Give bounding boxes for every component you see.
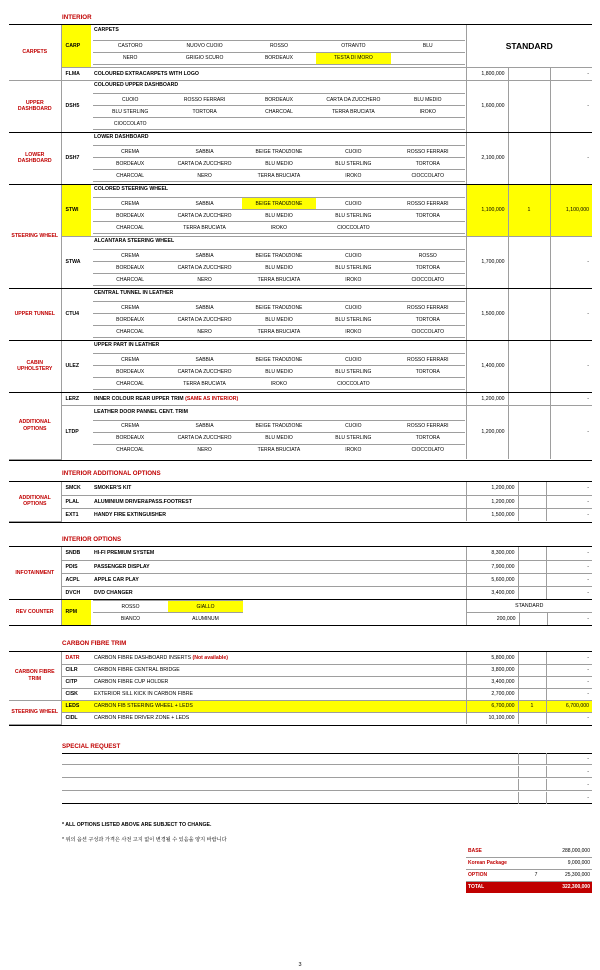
option-cell: BLU MEDIO [242,314,316,326]
code: EXT1 [65,511,79,518]
section-title-interior-additional: INTERIOR ADDITIONAL OPTIONS [62,470,161,477]
option-cell: TORTORA [391,262,465,274]
option-cell: CHARCOAL [93,170,167,182]
option-cell: SABBIA [167,198,241,210]
option-cell: SABBIA [167,354,241,366]
option-cell: CHARCOAL [242,106,316,118]
code: SMCK [61,482,91,495]
price: 3,400,000 [466,676,518,688]
amount: - [546,712,592,724]
qty [508,405,550,459]
page-number: 3 [298,962,302,968]
upper-tunnel-options [93,301,465,338]
group-infotainment: INFOTAINMENT [9,547,61,599]
option-cell: TERRA BRUCIATA [167,222,241,234]
option-cell: IROKO [242,222,316,234]
option-cell: CHARCOAL [93,222,167,234]
total-label: TOTAL [466,881,528,893]
code: PDIS [61,560,91,573]
code: SNDB [61,547,91,560]
option-cell: BORDEAUX [93,366,167,378]
option-cell: TERRA BRUCIATA [242,444,316,456]
option-cell: TORTORA [167,106,241,118]
price: 1,200,000 [466,482,518,495]
item-name: CARBON FIBRE CENTRAL BRIDGE [91,664,466,676]
option-cell: CARTA DA ZUCCHERO [167,314,241,326]
amount: - [550,236,592,288]
item-name: DVD CHANGER [91,586,466,599]
qty: 1 [518,700,546,712]
qty [508,67,550,80]
option-cell: BLU STERLING [316,210,390,222]
option-cell: BLU MEDIO [242,262,316,274]
option-cell: CUOIO [316,354,390,366]
option-cell-selected: GIALLO [168,601,243,613]
option-cell: BEIGE TRADIZIONE [242,146,316,158]
option-cell: CREMA [93,146,167,158]
option-cell: IROKO [316,326,390,338]
price: 3,800,000 [466,664,518,676]
option-cell: TORTORA [391,314,465,326]
code: CISK [61,688,91,700]
total-value: 322,300,000 [544,881,592,893]
heading-stwa: ALCANTARA STEERING WHEEL [94,238,175,244]
option-cell: BORDEAUX [93,432,167,444]
qty [508,132,550,184]
item-name: ALUMINIUM DRIVER&PASS.FOOTREST [91,495,466,508]
option-cell: CARTA DA ZUCCHERO [167,210,241,222]
option-cell: CASTORO [93,40,167,52]
special-line: - [62,779,592,791]
option-cell: OTRANTO [316,40,390,52]
option-cell: GRIGIO SCURO [167,52,241,64]
item-name: CARBON FIB STEERING WHEEL + LEDS [91,700,466,712]
option-cell: IROKO [242,378,316,390]
option-cell: ROSSO [242,40,316,52]
qty [518,664,546,676]
option-cell: IROKO [316,274,390,286]
option-cell: ROSSO FERRARI [391,420,465,432]
option-cell [316,118,390,130]
rev-counter-options [93,600,243,625]
option-cell: BORDEAUX [93,158,167,170]
price: 1,800,000 [466,67,508,80]
option-cell: ROSSO FERRARI [391,302,465,314]
code: DATR [61,652,91,664]
code: DVCH [61,586,91,599]
option-cell: NERO [167,444,241,456]
price: 3,400,000 [466,586,518,599]
code-ltdp: LTDP [65,429,79,436]
amount: - [546,688,592,700]
option-cell: CREMA [93,354,167,366]
amount: - [546,560,592,573]
qty [518,508,546,521]
interior-block [9,24,592,461]
heading-stwi: COLORED STEERING WHEEL [94,186,169,192]
code-rpm: RPM [61,599,91,625]
amount: - [550,392,592,405]
qty: 1 [508,184,550,236]
qty [518,547,546,560]
option-cell: BORDEAUX [242,94,316,106]
option-cell: BORDEAUX [93,210,167,222]
item-name: SMOKER'S KIT [91,482,466,495]
option-cell: CUOIO [316,302,390,314]
price: 1,500,000 [466,508,518,521]
group-interior-additional: ADDITIONAL OPTIONS [9,482,61,521]
option-cell: ALUMINUM [168,613,243,625]
price: 5,600,000 [466,573,518,586]
option-cell: CHARCOAL [93,274,167,286]
price: 1,200,000 [466,405,508,459]
qty [518,495,546,508]
option-cell: BLU MEDIO [242,366,316,378]
amount: - [546,573,592,586]
group-lower-dashboard: LOWER DASHBOARD [9,132,61,184]
code-ctu4: CTU4 [61,288,91,340]
option-value: 25,300,000 [544,869,592,881]
option-cell: TORTORA [391,366,465,378]
section-title-carbon: CARBON FIBRE TRIM [62,640,127,647]
price-summary [466,845,592,893]
option-cell: CIOCCOLATO [391,274,465,286]
option-cell: CHARCOAL [93,444,167,456]
special-line: - [62,792,592,804]
option-cell: TERRA BRUCIATA [242,274,316,286]
amount: - [550,340,592,392]
price: 5,800,000 [466,652,518,664]
amount: - [550,132,592,184]
option-cell: NUOVO CUOIO [167,40,241,52]
qty [518,560,546,573]
base-label: BASE [466,845,528,857]
price: 1,400,000 [466,340,508,392]
option-cell: BLU STERLING [316,262,390,274]
amount: - [547,613,593,625]
amount: - [546,586,592,599]
option-cell: CARTA DA ZUCCHERO [167,366,241,378]
heading-lerz-note: (SAME AS INTERIOR) [185,395,239,402]
option-cell: TORTORA [391,158,465,170]
stwa-options [93,249,465,286]
option-cell: CUOIO [93,94,167,106]
item-name: PASSENGER DISPLAY [91,560,466,573]
group-upper-dashboard: UPPER DASHBOARD [9,80,61,132]
price: 1,700,000 [466,236,508,288]
code: LEDS [61,700,91,712]
code: CILR [61,664,91,676]
option-cell: CIOCCOLATO [391,170,465,182]
option-cell: BORDEAUX [93,262,167,274]
stwi-options [93,197,465,234]
option-cell: ROSSO [391,250,465,262]
code: PLAL [61,495,91,508]
price: 10,100,000 [466,712,518,724]
option-cell: SABBIA [167,420,241,432]
option-cell: CUOIO [316,250,390,262]
item-name: CARBON FIBRE DASHBOARD INSERTS [94,654,192,661]
group-upper-tunnel: UPPER TUNNEL [9,288,61,340]
item-name: HANDY FIRE EXTINGUISHER [94,511,166,518]
item-name: CARBON FIBRE DRIVER ZONE + LEDS [94,715,190,722]
amount: - [546,652,592,664]
option-cell: SABBIA [167,302,241,314]
price: 6,700,000 [466,700,518,712]
option-label: OPTION [466,869,528,881]
amount: - [550,80,592,132]
code-carp: CARP [61,25,91,67]
option-cell: CIOCCOLATO [93,118,167,130]
code-stwa: STWA [61,236,91,288]
heading-carpets: CARPETS [94,26,119,33]
section-title-interior: INTERIOR [62,14,92,21]
option-cell: CREMA [93,250,167,262]
item-name: CARBON FIBRE CUP HOLDER [91,676,466,688]
interior-options-block [9,546,592,626]
code-lerz: LERZ [61,392,91,405]
option-cell: BEIGE TRADIZIONE [242,354,316,366]
korean-package-label: Korean Package [466,857,528,869]
qty [518,482,546,495]
item-name: HI-FI PREMIUM SYSTEM [91,547,466,560]
option-qty: 7 [528,869,544,881]
option-cell: CIOCCOLATO [391,326,465,338]
option-cell: BEIGE TRADIZIONE [242,250,316,262]
group-cabin-upholstery: CABIN UPHOLSTERY [9,340,61,392]
option-cell-selected: BEIGE TRADIZIONE [242,198,316,210]
option-cell: CREMA [93,198,167,210]
code: CIDL [65,715,78,722]
option-cell: TERRA BRUCIATA [242,170,316,182]
group-carbon-fibre-trim: CARBON FIBRE TRIM [9,652,61,700]
option-cell: TORTORA [391,432,465,444]
option-cell: CUOIO [316,198,390,210]
option-cell: BLU MEDIO [242,158,316,170]
option-cell [391,52,465,64]
option-cell: TERRA BRUCIATA [242,326,316,338]
option-cell: BLU MEDIO [391,94,465,106]
heading-lerz: INNER COLOUR REAR UPPER TRIM [94,395,184,402]
code: ACPL [61,573,91,586]
amount: - [546,508,592,521]
price: 1,200,000 [466,392,508,405]
option-cell: CIOCCOLATO [316,378,390,390]
option-cell: CUOIO [316,146,390,158]
upper-dashboard-options [93,93,465,130]
option-cell: ROSSO [93,601,168,613]
code: CITP [61,676,91,688]
option-cell [242,118,316,130]
price: 7,900,000 [466,560,518,573]
option-cell: ROSSO FERRARI [391,354,465,366]
qty [518,712,546,724]
option-cell: NERO [167,326,241,338]
code-stwi: STWI [61,184,91,236]
option-cell: BLU STERLING [316,158,390,170]
option-cell: CREMA [93,420,167,432]
option-cell: ROSSO FERRARI [391,146,465,158]
option-cell: IROKO [316,170,390,182]
option-cell [167,118,241,130]
option-cell: BORDEAUX [93,314,167,326]
qty [508,340,550,392]
heading-cabin-upholstery: UPPER PART IN LEATHER [94,342,160,348]
heading-upper-dashboard: COLOURED UPPER DASHBOARD [94,82,179,88]
option-cell [391,222,465,234]
qty [518,573,546,586]
qty [508,392,550,405]
qty [518,676,546,688]
heading-ltdp: LEATHER DOOR PANNEL CENT. TRIM [94,408,188,415]
option-cell: NERO [167,170,241,182]
amount: - [546,482,592,495]
option-cell: BLU MEDIO [242,210,316,222]
option-cell: BLU MEDIO [242,432,316,444]
lower-dashboard-options [93,145,465,182]
korean-package-value: 9,000,000 [544,857,592,869]
option-cell: BLU STERLING [93,106,167,118]
group-rev-counter: REV COUNTER [9,599,61,625]
qty [519,613,547,625]
option-cell: BORDEAUX [242,52,316,64]
amount: - [546,664,592,676]
price: 2,100,000 [466,132,508,184]
option-cell [391,378,465,390]
note-subject-to-change: * ALL OPTIONS LISTED ABOVE ARE SUBJECT TO CHANGE. [62,822,212,828]
heading-upper-tunnel: CENTRAL TUNNEL IN LEATHER [94,290,174,296]
option-cell: BEIGE TRADIZIONE [242,420,316,432]
item-name: APPLE CAR PLAY [91,573,466,586]
special-line: - [62,753,592,765]
option-cell: CARTA DA ZUCCHERO [167,158,241,170]
qty [508,288,550,340]
option-cell: TORTORA [391,210,465,222]
option-cell-selected: TESTA DI MORO [316,52,390,64]
qty [518,688,546,700]
amount: - [546,676,592,688]
standard-label: STANDARD [466,25,592,67]
item-name: EXTERIOR SILL KICK IN CARBON FIBRE [91,688,466,700]
group-carpets: CARPETS [9,25,61,80]
option-cell [391,118,465,130]
group-carbon-steering-wheel: STEERING WHEEL [9,700,61,724]
option-cell: IROKO [391,106,465,118]
amount: 6,700,000 [546,700,592,712]
option-cell: BEIGE TRADIZIONE [242,302,316,314]
ltdp-options [93,420,465,457]
qty [508,80,550,132]
option-cell: SABBIA [167,146,241,158]
option-cell: CHARCOAL [93,326,167,338]
option-cell: CIOCCOLATO [316,222,390,234]
option-cell: NERO [167,274,241,286]
option-cell: ROSSO FERRARI [167,94,241,106]
section-title-special: SPECIAL REQUEST [62,743,121,750]
option-cell: TERRA BRUCIATA [316,106,390,118]
price: 1,500,000 [466,288,508,340]
interior-additional-block [9,481,592,523]
price: 1,100,000 [466,184,508,236]
amount: - [546,547,592,560]
code-ulez: ULEZ [61,340,91,392]
option-cell: BLU STERLING [316,432,390,444]
rev-counter-standard: STANDARD [467,600,593,613]
note-korean: * 위의 옵션 구성과 가격은 사전 고지 없이 변경될 수 있음을 양지 바랍니다 [62,837,227,843]
option-cell: BLU STERLING [316,314,390,326]
qty [508,236,550,288]
group-additional-options: ADDITIONAL OPTIONS [9,392,61,459]
group-steering-wheel: STEERING WHEEL [9,184,61,288]
option-cell: TERRA BRUCIATA [167,378,241,390]
amount: 1,100,000 [550,184,592,236]
carbon-block [9,651,592,726]
price: 200,000 [496,615,516,622]
option-cell: CARTA DA ZUCCHERO [316,94,390,106]
price: 1,600,000 [466,80,508,132]
item-note: (Not available) [192,654,228,661]
base-value: 288,000,000 [544,845,592,857]
price: 8,300,000 [466,547,518,560]
option-cell: BIANCO [93,613,168,625]
option-cell: SABBIA [167,250,241,262]
section-title-interior-options: INTERIOR OPTIONS [62,536,122,543]
amount: - [550,405,592,459]
option-cell: BLU [391,40,465,52]
price: 1,200,000 [466,495,518,508]
option-cell: CIOCCOLATO [391,444,465,456]
amount: - [550,67,592,80]
cabin-upholstery-options [93,353,465,390]
carpets-options [93,40,465,65]
price: 2,700,000 [466,688,518,700]
code-dsh7: DSH7 [61,132,91,184]
heading-lower-dashboard: LOWER DASHBOARD [94,134,149,140]
code-dsh5: DSH5 [61,80,91,132]
amount: - [550,288,592,340]
code-flma: FLMA [61,67,91,80]
qty [518,652,546,664]
option-cell: CARTA DA ZUCCHERO [167,432,241,444]
option-cell: BLU STERLING [316,366,390,378]
special-line: - [62,766,592,778]
qty [518,586,546,599]
heading-flma: COLOURED EXTRACARPETS WITH LOGO [91,67,466,80]
option-cell: CARTA DA ZUCCHERO [167,262,241,274]
option-cell: ROSSO FERRARI [391,198,465,210]
option-cell: IROKO [316,444,390,456]
option-cell: CREMA [93,302,167,314]
option-cell: NERO [93,52,167,64]
option-cell: CUOIO [316,420,390,432]
option-cell: CHARCOAL [93,378,167,390]
amount: - [546,495,592,508]
